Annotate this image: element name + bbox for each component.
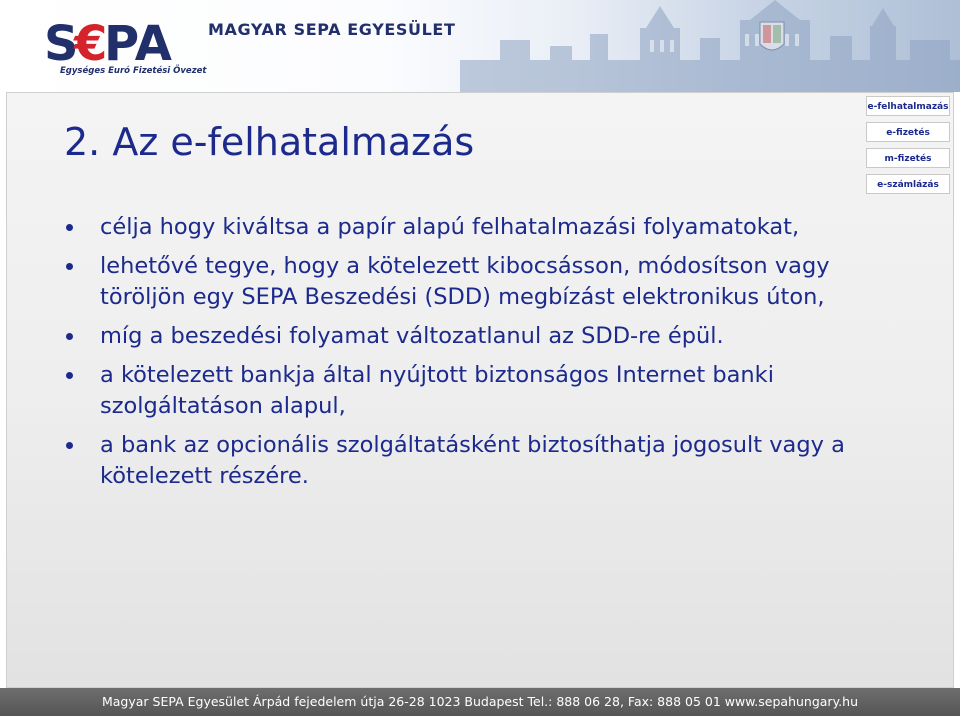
- nav-item-e-szamlazas[interactable]: e-számlázás: [866, 174, 950, 194]
- bullet-item: lehetővé tegye, hogy a kötelezett kibocsásson, módosítson vagy töröljön egy SEPA Beszedési (SDD) megbízást elektronikus úton,: [64, 251, 904, 313]
- bullet-item: célja hogy kiváltsa a papír alapú felhatalmazási folyamatokat,: [64, 212, 904, 243]
- tagline: Egységes Euró Fizetési Övezet: [60, 66, 207, 76]
- bullet-item: a kötelezett bankja által nyújtott biztonságos Internet banki szolgáltatáson alapul,: [64, 360, 904, 422]
- footer-contact-text: Magyar SEPA Egyesület Árpád fejedelem útja 26-28 1023 Budapest Tel.: 888 06 28, Fax: 888 05 01 www.sepahungary.hu: [101, 694, 859, 709]
- side-nav: [866, 96, 950, 200]
- footer-bar: [0, 688, 960, 716]
- nav-item-e-fizetes[interactable]: e-fizetés: [866, 122, 950, 142]
- coat-of-arms-icon: [760, 22, 784, 50]
- bullet-item: a bank az opcionális szolgáltatásként biztosíthatja jogosult vagy a kötelezett részére.: [64, 430, 904, 492]
- sepa-logo: [44, 16, 204, 66]
- parliament-building-image: [440, 0, 960, 92]
- org-name: MAGYAR SEPA EGYESÜLET: [208, 20, 456, 39]
- bullet-item: míg a beszedési folyamat változatlanul az SDD-re épül.: [64, 321, 904, 352]
- nav-item-m-fizetes[interactable]: m-fizetés: [866, 148, 950, 168]
- nav-item-e-felhatalmazas[interactable]: e-felhatalmazás: [866, 96, 950, 116]
- page-title: 2. Az e-felhatalmazás: [64, 120, 475, 164]
- bullet-list: [64, 212, 904, 500]
- svg-text:€: €: [74, 16, 108, 66]
- header-banner: [0, 0, 960, 92]
- svg-text:S: S: [44, 16, 79, 66]
- svg-text:PA: PA: [104, 16, 172, 66]
